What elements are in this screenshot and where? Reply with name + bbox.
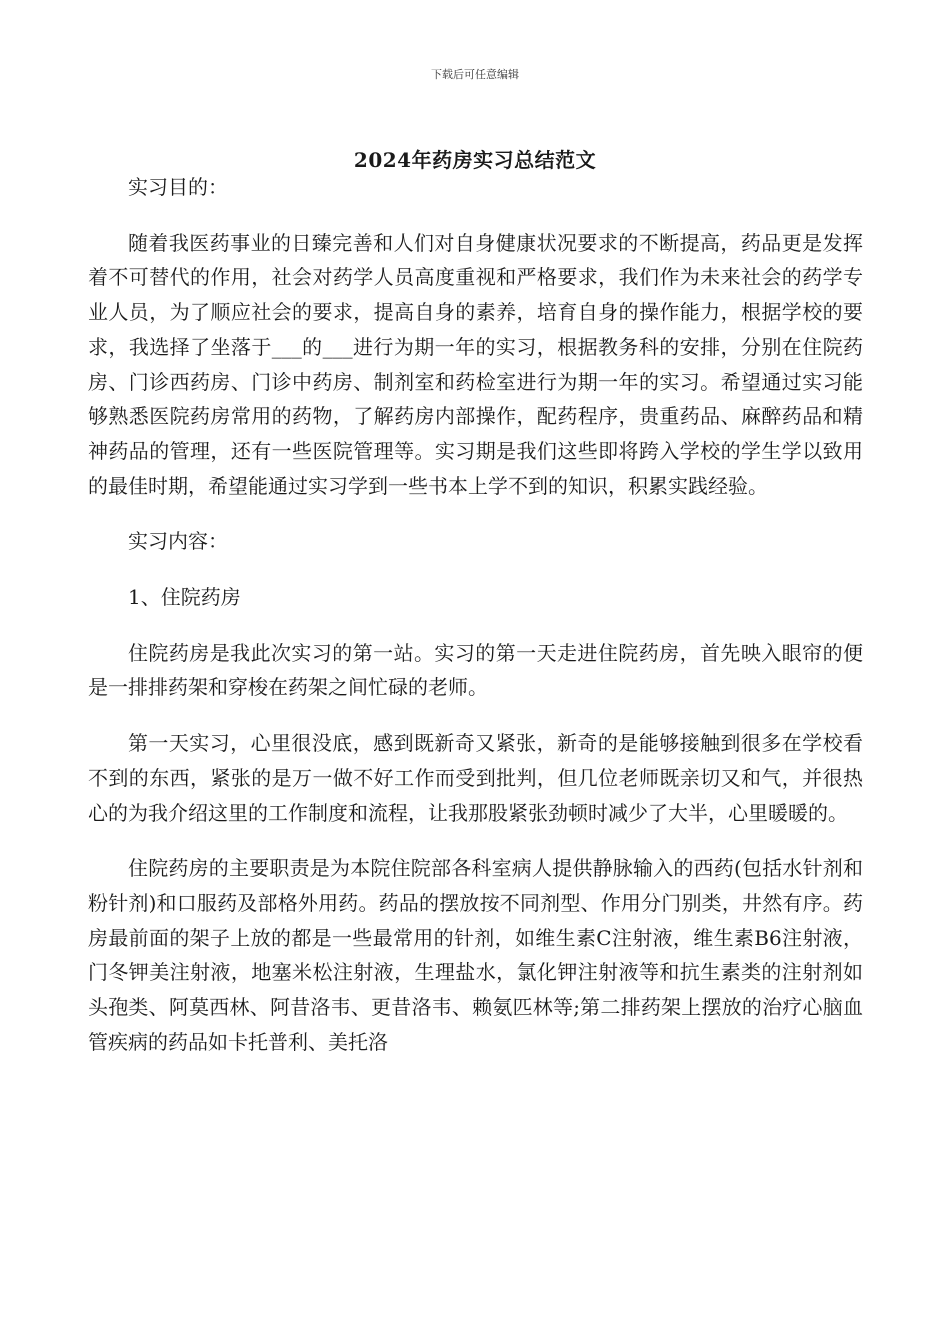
paragraph-duties: 住院药房的主要职责是为本院住院部各科室病人提供静脉输入的西药(包括水针剂和粉针剂)和口服药及部格外用药。药品的摆放按不同剂型、作用分门别类，井然有序。药房最前面的架子上放的都是一些最常用的针剂，如维生素C注射液，维生素B6注射液，门冬钾美注射液，地塞米松注射液，生理盐水，氯化钾注射液等和抗生素类的注射剂如头孢类、阿莫西林、阿昔洛韦、更昔洛韦、赖氨匹林等;第二排药架上摆放的治疗心脑血管疾病的药品如卡托普利、美托洛 [88, 856, 863, 1054]
document-body [88, 170, 863, 1080]
paragraph-first-stop: 住院药房是我此次实习的第一站。实习的第一天走进住院药房，首先映入眼帘的便是一排排药架和穿梭在药架之间忙碌的老师。 [88, 640, 863, 700]
paragraph-purpose: 随着我医药事业的日臻完善和人们对自身健康状况要求的不断提高，药品更是发挥着不可替代的作用，社会对药学人员高度重视和严格要求，我们作为未来社会的药学专业人员，为了顺应社会的要求，提高自身的素养，培育自身的操作能力，根据学校的要求，我选择了坐落于___的___进行为期一年的实习，根据教务科的安排，分别在住院药房、门诊西药房、门诊中药房、制剂室和药检室进行为期一年的实习。希望通过实习能够熟悉医院药房常用的药物，了解药房内部操作，配药程序，贵重药品、麻醉药品和精神药品的管理，还有一些医院管理等。实习期是我们这些即将跨入学校的学生学以致用的最佳时期，希望能通过实习学到一些书本上学不到的知识，积累实践经验。 [88, 230, 863, 498]
subsection-heading-inpatient-pharmacy: 1、住院药房 [128, 585, 241, 610]
section-heading-content: 实习内容： [128, 529, 228, 554]
section-heading-purpose: 实习目的： [128, 175, 228, 199]
document-title: 2024年药房实习总结范文 [353, 148, 597, 172]
paragraph-first-day: 第一天实习，心里很没底，感到既新奇又紧张，新奇的是能够接触到很多在学校看不到的东西，紧张的是万一做不好工作而受到批判，但几位老师既亲切又和气，并很热心的为我介绍这里的工作制度和流程，让我那股紧张劲顿时减少了大半，心里暖暖的。 [88, 731, 863, 825]
page-header-note: 下载后可任意编辑 [431, 68, 519, 81]
